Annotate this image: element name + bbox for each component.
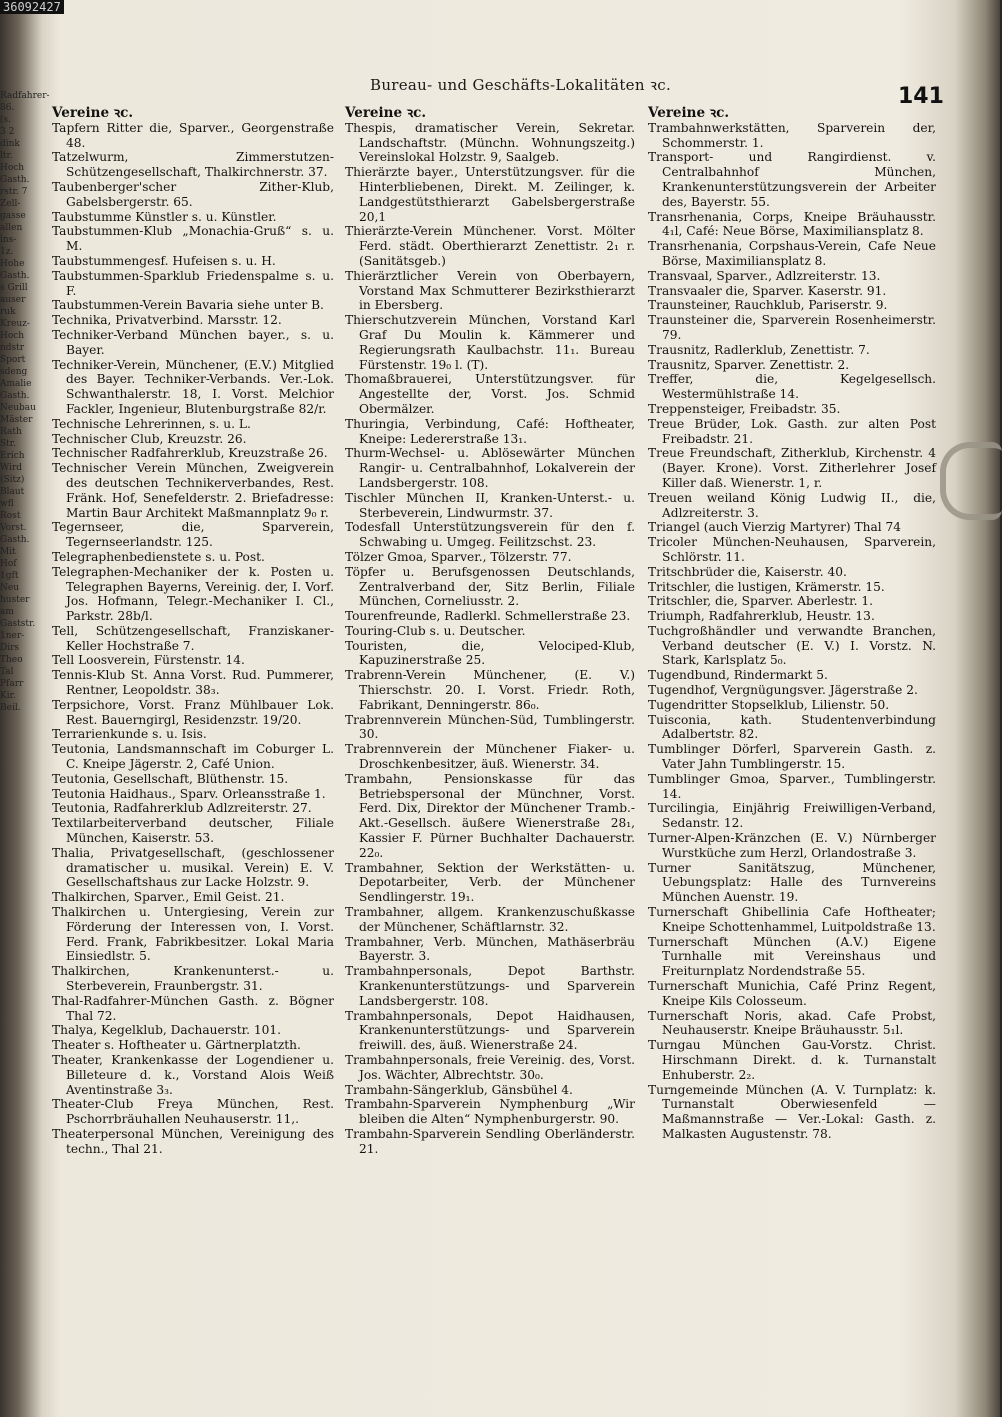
directory-entry: Thierärzte-Verein Münchener. Vorst. Mölter Ferd. städt. Oberthierarzt Zenettistr. 2₁ r. (Sanitätsgeb.) bbox=[345, 224, 635, 268]
directory-entry: Telegraphen-Mechaniker der k. Posten u. Telegraphen Bayerns, Vereinig. der, I. Vorf. Jos. Hofmann, Telegr.-Mechaniker I. Cl., Parkstr. 28b/l. bbox=[52, 564, 334, 624]
prev-page-fragment: Gasth. bbox=[0, 271, 30, 281]
directory-entry: Trambahner, allgem. Krankenzuschußkasse der Münchener, Schäftlarnstr. 32. bbox=[345, 905, 635, 934]
directory-entry: Tatzelwurm, Zimmerstutzen-Schützengesellschaft, Thalkirchnerstr. 37. bbox=[52, 150, 334, 180]
directory-entry: Transrhenania, Corpshaus-Verein, Cafe Neue Börse, Maximiliansplatz 8. bbox=[648, 239, 936, 268]
column-3 bbox=[648, 106, 936, 1142]
prev-page-fragment: Kreuz- bbox=[0, 319, 30, 329]
prev-page-fragment: Hoch bbox=[0, 163, 25, 173]
directory-entry: Tourenfreunde, Radlerkl. Schmellerstraße 23. bbox=[345, 609, 631, 624]
prev-page-fragment: dink bbox=[0, 139, 20, 149]
directory-entry: Touring-Club s. u. Deutscher. bbox=[345, 623, 526, 638]
directory-entry: Telegraphenbedienstete s. u. Post. bbox=[52, 549, 265, 564]
directory-entry: Treffer, die, Kegelgesellsch. Westermühlstraße 14. bbox=[648, 372, 936, 402]
column-heading: Vereine ꝛc. bbox=[345, 105, 427, 121]
directory-entry: Turnerschaft München (A.V.) Eigene Turnhalle mit Vereinshaus und Freiturnplatz Nordendstraße 55. bbox=[648, 934, 936, 979]
directory-entry: Trambahner, Sektion der Werkstätten- u. Depotarbeiter, Verb. der Münchener Sendlingerstr. 19₁. bbox=[345, 860, 635, 905]
directory-entry: Technische Lehrerinnen, s. u. L. bbox=[52, 416, 251, 431]
directory-entry: Taubstummen-Sparklub Friedenspalme s. u. F. bbox=[52, 268, 334, 298]
directory-entry: Trausnitz, Radlerklub, Zenettistr. 7. bbox=[648, 342, 870, 357]
directory-entry: Traunsteiner, Rauchklub, Pariserstr. 9. bbox=[648, 298, 888, 313]
directory-entry: Trausnitz, Sparver. Zenettistr. 2. bbox=[648, 357, 850, 372]
directory-entry: Tennis-Klub St. Anna Vorst. Rud. Pummerer, Rentner, Leopoldstr. 38₃. bbox=[52, 668, 334, 698]
prev-page-fragment: Wird bbox=[0, 463, 23, 473]
directory-entry: Tumblinger Gmoa, Sparver., Tumblingerstr. 14. bbox=[648, 771, 936, 801]
directory-entry: Thalya, Kegelklub, Dachauerstr. 101. bbox=[52, 1023, 282, 1038]
directory-entry: Thalia, Privatgesellschaft, (geschlossener dramatischer u. musikal. Verein) E. V. Gesellschaftshaus zur Lacke Holzstr. 9. bbox=[52, 845, 334, 890]
directory-entry: Turner Sanitätszug, Münchener, Uebungsplatz: Halle des Turnvereins München Auenstr. 19. bbox=[648, 860, 936, 905]
prev-page-fragment: Hoch bbox=[0, 331, 25, 341]
directory-entry: Trabrennverein der Münchener Fiaker- u. Droschkenbesitzer, äuß. Wienerstr. 34. bbox=[345, 742, 635, 772]
prev-page-fragment: sdeng bbox=[0, 367, 28, 377]
prev-page-fragment: Str. bbox=[0, 439, 16, 449]
directory-entry: Turngemeinde München (A. V. Turnplatz: k. Turnanstalt Oberwiesenfeld — Maßmannstraße — Ver.-Lokal: Gasth. z. Malkasten Augustenstr. 78. bbox=[648, 1082, 936, 1141]
directory-entry: Thespis, dramatischer Verein, Sekretar. Landschaftstr. (Münchn. Wohnungszeitg.) Vereinslokal Holzstr. 9, Saalgeb. bbox=[345, 120, 635, 165]
prev-page-fragment: wfl bbox=[0, 499, 14, 509]
prev-page-fragment: Gaststr. bbox=[0, 619, 36, 629]
prev-page-fragment: Erich bbox=[0, 451, 25, 461]
directory-entry: Technika, Privatverbind. Marsstr. 12. bbox=[52, 313, 282, 328]
directory-entry: Teutonia, Gesellschaft, Blüthenstr. 15. bbox=[52, 771, 289, 786]
directory-entry: Textilarbeiterverband deutscher, Filiale München, Kaiserstr. 53. bbox=[52, 816, 334, 846]
directory-entry: Tegernseer, die, Sparverein, Tegernseerlandstr. 125. bbox=[52, 520, 334, 550]
directory-entry: Tugendhof, Vergnügungsver. Jägerstraße 2. bbox=[648, 683, 918, 698]
directory-entry: Tritschbrüder die, Kaiserstr. 40. bbox=[648, 564, 847, 579]
directory-entry: Taubstummen-Klub „Monachia-Gruß“ s. u. M. bbox=[52, 224, 334, 254]
column-1 bbox=[52, 106, 334, 1157]
directory-entry: Turnerschaft Ghibellinia Cafe Hoftheater; Kneipe Schottenhammel, Luitpoldstraße 13. bbox=[648, 905, 936, 934]
prev-page-fragment: ltr. bbox=[0, 151, 13, 161]
column-heading: Vereine ꝛc. bbox=[52, 105, 134, 121]
directory-entry: Tritschler, die, Sparver. Aberlestr. 1. bbox=[648, 594, 874, 609]
directory-entry: Tugendbund, Rindermarkt 5. bbox=[648, 668, 828, 683]
prev-page-fragment: (Sitz) bbox=[0, 475, 25, 485]
prev-page-fragment: Gasth. bbox=[0, 391, 30, 401]
directory-entry: Teutonia Haidhaus., Sparv. Orleansstraße 1. bbox=[52, 786, 326, 801]
directory-entry: Thal-Radfahrer-München Gasth. z. Bögner Thal 72. bbox=[52, 993, 334, 1023]
directory-entry: Triumph, Radfahrerklub, Heustr. 13. bbox=[648, 609, 875, 624]
directory-entry: Teutonia, Landsmannschaft im Coburger L. C. Kneipe Jägerstr. 2, Café Union. bbox=[52, 742, 334, 772]
directory-entry: Tell Loosverein, Fürstenstr. 14. bbox=[52, 653, 245, 668]
directory-entry: Techniker-Verein, Münchener, (E.V.) Mitglied des Bayer. Techniker-Verbands. Ver.-Lok. Schwanthalerstr. 18, I. Vorst. Melchior Fackler, Ingenieur, Blutenburgstraße 82/r. bbox=[52, 357, 334, 416]
directory-entry: Technischer Club, Kreuzstr. 26. bbox=[52, 431, 247, 446]
prev-page-fragment: allen bbox=[0, 223, 23, 233]
directory-entry: Taubstumme Künstler s. u. Künstler. bbox=[52, 209, 277, 224]
directory-entry: Turcilingia, Einjährig Freiwilligen-Verband, Sedanstr. 12. bbox=[648, 801, 936, 831]
directory-entry: Thalkirchen, Krankenunterst.- u. Sterbeverein, Fraunbergstr. 31. bbox=[52, 964, 334, 994]
directory-entry: Trambahn-Sparverein Nymphenburg „Wir bleiben die Alten“ Nymphenburgerstr. 90. bbox=[345, 1097, 635, 1127]
directory-entry: Tuchgroßhändler und verwandte Branchen, Verband deutscher (E. V.) I. Vorstz. N. Stark, Karlsplatz 5₀. bbox=[648, 623, 936, 668]
prev-page-fragment: Radfahrer- bbox=[0, 91, 50, 101]
prev-page-fragment: 3 2 bbox=[0, 127, 15, 137]
directory-entry: Tumblinger Dörferl, Sparverein Gasth. z. Vater Jahn Tumblingerstr. 15. bbox=[648, 742, 936, 772]
directory-entry: Touristen, die, Velociped-Klub, Kapuzinerstraße 25. bbox=[345, 638, 635, 668]
directory-entry: Transport- und Rangirdienst. v. Centralbahnhof München, Krankenunterstützungsverein der Arbeiter des, Bayerstr. 55. bbox=[648, 150, 936, 209]
prev-page-fragment: auser bbox=[0, 295, 26, 305]
prev-page-fragment: 1ner- bbox=[0, 631, 25, 641]
prev-page-fragment: am bbox=[0, 607, 14, 617]
directory-entry: Treue Freundschaft, Zitherklub, Kirchenstr. 4 (Bayer. Krone). Vorst. Zitherlehrer Josef Killer daß. Wienerstr. 1, r. bbox=[648, 446, 936, 490]
directory-entry: Turnerschaft Noris, akad. Cafe Probst, Neuhauserstr. Kneipe Bräuhausstr. 5₁l. bbox=[648, 1008, 936, 1038]
prev-page-fragment: huster bbox=[0, 595, 30, 605]
directory-entry: Thierärztlicher Verein von Oberbayern, Vorstand Max Schmutterer Bezirksthierarzt in Ebersberg. bbox=[345, 268, 635, 313]
directory-entry: Technischer Radfahrerklub, Kreuzstraße 26. bbox=[52, 446, 328, 461]
prev-page-fragment: Amalie bbox=[0, 379, 32, 389]
prev-page-fragment: Vorst. bbox=[0, 523, 27, 533]
previous-page-margin bbox=[0, 90, 50, 1270]
directory-entry: Trabrenn-Verein Münchener, (E. V.) Thierschstr. 20. I. Vorst. Friedr. Roth, Fabrikant, Denningerstr. 86₀. bbox=[345, 668, 635, 712]
directory-entry: Theaterpersonal München, Vereinigung des techn., Thal 21. bbox=[52, 1126, 334, 1156]
directory-entry: Töpfer u. Berufsgenossen Deutschlands, Zentralverband der, Sitz Berlin, Filiale München, Corneliusstr. 2. bbox=[345, 564, 635, 609]
directory-entry: Tischler München II, Kranken-Unterst.- u. Sterbeverein, Lindwurmstr. 37. bbox=[345, 490, 635, 520]
column-2 bbox=[345, 106, 635, 1157]
prev-page-fragment: Zell- bbox=[0, 199, 21, 209]
directory-entry: Tuisconia, kath. Studentenverbindung Adalbertstr. 82. bbox=[648, 712, 936, 742]
directory-entry: Trambahner, Verb. München, Mathäserbräu Bayerstr. 3. bbox=[345, 934, 635, 964]
prev-page-fragment: ndstr bbox=[0, 343, 25, 353]
directory-entry: Trambahn, Pensionskasse für das Betriebspersonal der Münchner, Vorst. Ferd. Dix, Direktor der Münchener Tramb.-Akt.-Gesellsch. äußere Wienerstraße 28₁, Kassier F. Pürner Buchhalter Dachauerstr. 22₀. bbox=[345, 771, 635, 860]
prev-page-fragment: gasse bbox=[0, 211, 26, 221]
directory-entry: Tricoler München-Neuhausen, Sparverein, Schlörstr. 11. bbox=[648, 535, 936, 564]
prev-page-fragment: ruk bbox=[0, 307, 16, 317]
directory-entry: Trabrennverein München-Süd, Tumblingerstr. 30. bbox=[345, 712, 635, 742]
prev-page-fragment: Dirs bbox=[0, 643, 20, 653]
directory-entry: Theater-Club Freya München, Rest. Pschorrbräuhallen Neuhauserstr. 11,. bbox=[52, 1097, 334, 1127]
directory-entry: Turnerschaft Munichia, Café Prinz Regent, Kneipe Kils Colosseum. bbox=[648, 979, 936, 1008]
prev-page-fragment: Pfarr bbox=[0, 679, 24, 689]
directory-entry: Tölzer Gmoa, Sparver., Tölzerstr. 77. bbox=[345, 549, 572, 564]
prev-page-fragment: 1gft bbox=[0, 571, 19, 581]
directory-entry: Tell, Schützengesellschaft, Franziskaner-Keller Hochstraße 7. bbox=[52, 623, 334, 653]
directory-entry: Thierärzte bayer., Unterstützungsver. für die Hinterbliebenen, Direkt. M. Zeilinger, k. Landgestütsthierarzt Gabelsbergerstraße 20,1 bbox=[345, 165, 635, 224]
directory-entry: Techniker-Verband München bayer., s. u. Bayer. bbox=[52, 327, 334, 357]
prev-page-fragment: rstr. 7 bbox=[0, 187, 28, 197]
directory-entry: Thierschutzverein München, Vorstand Karl Graf Du Moulin k. Kämmerer und Regierungsrath Kaulbachstr. 11₁. Bureau Fürstenstr. 19₀ l. (T). bbox=[345, 313, 635, 372]
directory-entry: Transvaaler die, Sparver. Kaserstr. 91. bbox=[648, 283, 887, 298]
directory-entry: Trambahnwerkstätten, Sparverein der, Schommerstr. 1. bbox=[648, 120, 936, 150]
directory-entry: Turner-Alpen-Kränzchen (E. V.) Nürnberger Wurstküche zum Herzl, Orlandostraße 3. bbox=[648, 831, 936, 860]
directory-entry: Treppensteiger, Freibadstr. 35. bbox=[648, 401, 841, 416]
prev-page-fragment: Neubau bbox=[0, 403, 36, 413]
prev-page-fragment: Hof bbox=[0, 559, 17, 569]
directory-entry: Taubenberger'scher Zither-Klub, Gabelsbergerstr. 65. bbox=[52, 179, 334, 209]
directory-entry: Trambahnpersonals, Depot Barthstr. Krankenunterstützungs- und Sparverein Landsbergerstr. 108. bbox=[345, 964, 635, 1008]
directory-entry: Thomaßbrauerei, Unterstützungsver. für Angestellte der, Vorst. Jos. Schmid Obermälzer. bbox=[345, 372, 635, 416]
directory-entry: Tugendritter Stopselklub, Lilienstr. 50. bbox=[648, 697, 890, 712]
directory-entry: Thurm-Wechsel- u. Ablösewärter München Rangir- u. Centralbahnhof, Lokalverein der Landsbergerstr. 108. bbox=[345, 446, 635, 490]
directory-entry: Taubstummen-Verein Bavaria siehe unter B. bbox=[52, 298, 324, 313]
prev-page-fragment: Mäster bbox=[0, 415, 33, 425]
directory-entry: Terpsichore, Vorst. Franz Mühlbauer Lok. Rest. Bauerngirgl, Residenzstr. 19/20. bbox=[52, 697, 334, 727]
directory-entry: Todesfall Unterstützungsverein für den f. Schwabing u. Umgeg. Feilitzschst. 23. bbox=[345, 520, 635, 550]
directory-entry: Thuringia, Verbindung, Café: Hoftheater, Kneipe: Ledererstraße 13₁. bbox=[345, 416, 635, 446]
directory-entry: Treue Brüder, Lok. Gasth. zur alten Post Freibadstr. 21. bbox=[648, 416, 936, 446]
prev-page-fragment: 1z. bbox=[0, 247, 14, 257]
directory-entry: Tritschler, die lustigen, Krämerstr. 15. bbox=[648, 579, 885, 594]
directory-entry: Treuen weiland König Ludwig II., die, Adlzreiterstr. 3. bbox=[648, 490, 936, 520]
prev-page-fragment: Neu bbox=[0, 583, 19, 593]
prev-page-fragment: Rath bbox=[0, 427, 22, 437]
directory-entry: Theater, Krankenkasse der Logendiener u. Billeteure d. k., Vorstand Alois Weiß Aventinstraße 3₃. bbox=[52, 1053, 334, 1097]
running-title: Bureau- und Geschäfts-Lokalitäten ꝛc. bbox=[370, 76, 672, 94]
prev-page-fragment: s Grill bbox=[0, 283, 28, 293]
directory-entry: Thalkirchen u. Untergiesing, Verein zur Förderung der Interessen von, I. Vorst. Ferd. Frank, Fabrikbesitzer. Lokal Maria Einsiedlstr. 5. bbox=[52, 905, 334, 964]
prev-page-fragment: ins- bbox=[0, 235, 17, 245]
directory-entry: Trambahn-Sparverein Sendling Oberländerstr. 21. bbox=[345, 1126, 635, 1156]
prev-page-fragment: 86. bbox=[0, 103, 15, 113]
directory-entry: Teutonia, Radfahrerklub Adlzreiterstr. 27. bbox=[52, 801, 312, 816]
prev-page-fragment: Theo bbox=[0, 655, 23, 665]
prev-page-fragment: Kir. bbox=[0, 691, 16, 701]
prev-page-fragment: Blaut bbox=[0, 487, 25, 497]
prev-page-fragment: (s. bbox=[0, 115, 11, 125]
directory-entry: Turngau München Gau-Vorstz. Christ. Hirschmann Direkt. d. k. Turnanstalt Enhuberstr. 2₂. bbox=[648, 1038, 936, 1082]
directory-entry: Transvaal, Sparver., Adlzreiterstr. 13. bbox=[648, 268, 881, 283]
prev-page-fragment: Sport bbox=[0, 355, 26, 365]
prev-page-fragment: Mit bbox=[0, 547, 16, 557]
directory-entry: Taubstummengesf. Hufeisen s. u. H. bbox=[52, 253, 276, 268]
directory-entry: Technischer Verein München, Zweigverein des deutschen Technikerverbandes, Rest. Fränk. Hof, Senefelderstr. 2. Briefadresse: Martin Baur Architekt Maßmannplatz 9₀ r. bbox=[52, 461, 334, 520]
directory-entry: Theater s. Hoftheater u. Gärtnerplatzth. bbox=[52, 1038, 301, 1053]
directory-entry: Terrarienkunde s. u. Isis. bbox=[52, 727, 207, 742]
paper-clip bbox=[940, 442, 1002, 520]
prev-page-fragment: Beil. bbox=[0, 703, 21, 713]
directory-entry: Thalkirchen, Sparver., Emil Geist. 21. bbox=[52, 890, 285, 905]
directory-entry: Trambahnpersonals, freie Vereinig. des, Vorst. Jos. Wächter, Albrechtstr. 30₀. bbox=[345, 1053, 635, 1082]
directory-entry: Trambahn-Sängerklub, Gänsbühel 4. bbox=[345, 1082, 573, 1097]
prev-page-fragment: Tal bbox=[0, 667, 14, 677]
directory-entry: Tapfern Ritter die, Sparver., Georgenstraße 48. bbox=[52, 120, 334, 150]
directory-entry: Triangel (auch Vierzig Martyrer) Thal 74 bbox=[648, 520, 902, 535]
directory-entry: Transrhenania, Corps, Kneipe Bräuhausstr. 4₁l, Café: Neue Börse, Maximiliansplatz 8. bbox=[648, 209, 936, 239]
prev-page-fragment: Gasth. bbox=[0, 535, 30, 545]
prev-page-fragment: Rost bbox=[0, 511, 21, 521]
prev-page-fragment: Hohe bbox=[0, 259, 25, 269]
prev-page-fragment: Gasth. bbox=[0, 175, 30, 185]
column-heading: Vereine ꝛc. bbox=[648, 105, 730, 121]
directory-entry: Traunsteiner die, Sparverein Rosenheimerstr. 79. bbox=[648, 313, 936, 342]
page-number: 141 bbox=[898, 84, 944, 109]
inventory-label: 36092427 bbox=[0, 0, 64, 14]
directory-entry: Trambahnpersonals, Depot Haidhausen, Krankenunterstützungs- und Sparverein freiwill. des, äuß. Wienerstraße 24. bbox=[345, 1008, 635, 1053]
